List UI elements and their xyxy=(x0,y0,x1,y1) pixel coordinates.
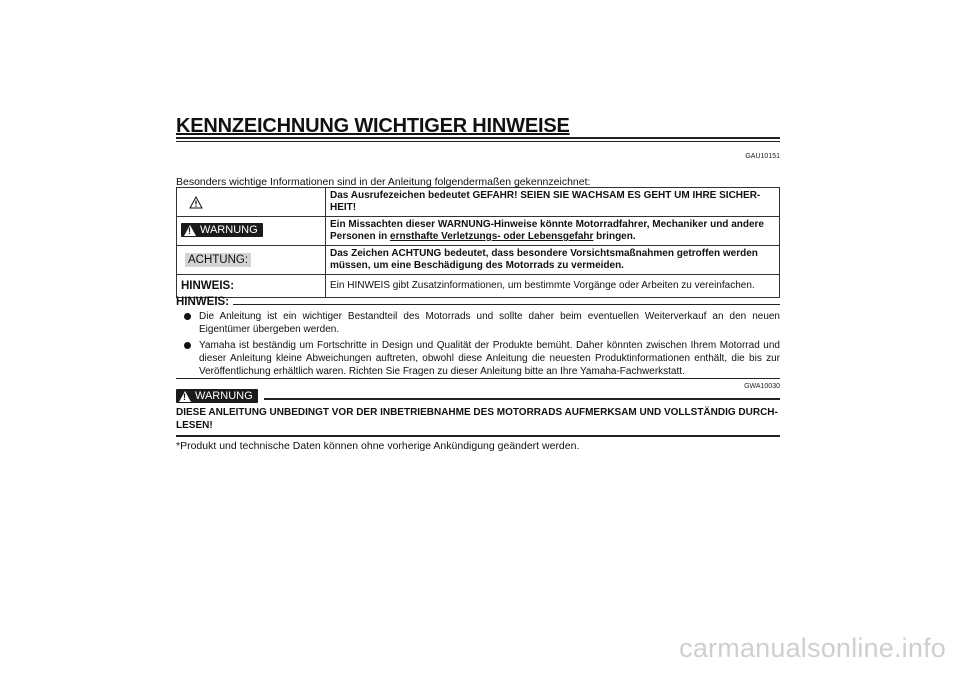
section-divider xyxy=(176,378,780,379)
legend-row-hinweis xyxy=(177,275,780,298)
warning-text: DIESE ANLEITUNG UNBEDINGT VOR DER INBETRIEBNAHME DES MOTORRADS AUFMERKSAM UND VOLLSTÄNDIG DURCH-LESEN! xyxy=(176,407,778,431)
list-item xyxy=(176,339,780,378)
legend-text-danger xyxy=(326,188,780,217)
legend-symbol-cell xyxy=(177,188,326,217)
legend-danger-line1: Das Ausrufezeichen bedeutet GEFAHR! SEIEN SIE WACHSAM ES GEHT UM IHRE SICHER- xyxy=(330,190,761,201)
legend-symbol-cell xyxy=(177,246,326,275)
warning-code: GWA10030 xyxy=(744,383,780,390)
legend-warnung-line2-pre: Personen in xyxy=(330,231,391,242)
warning-triangle-icon xyxy=(179,391,191,402)
bullet-icon xyxy=(184,313,191,320)
hinweis-heading-rule xyxy=(233,304,780,305)
legend-achtung-line2: müssen, um eine Beschädigung des Motorrads zu vermeiden. xyxy=(330,260,624,271)
legend-warnung-line2-post: bringen. xyxy=(593,231,636,242)
watermark-text: carmanualsonline.info xyxy=(679,633,946,663)
warning-heading-rule xyxy=(264,392,780,400)
title-rule xyxy=(176,137,780,142)
hinweis-badge: HINWEIS: xyxy=(181,280,235,292)
legend-text-warnung xyxy=(326,217,780,246)
legend-danger-line2: HEIT! xyxy=(330,202,357,213)
footnote: *Produkt und technische Daten können ohne vorherige Ankündigung geändert werden. xyxy=(176,440,580,452)
exclamation-triangle-icon xyxy=(189,196,203,209)
bullet-text: Die Anleitung ist ein wichtiger Bestandteil des Motorrads und sollte daher beim eventuellen Weiterverkauf an den neuen Eigentümer übergeben werden. xyxy=(199,311,780,335)
warning-heading xyxy=(176,389,780,403)
legend-symbol-cell xyxy=(177,275,326,298)
section-code: GAU10151 xyxy=(745,153,780,160)
bullet-text: Yamaha ist beständig um Fortschritte in Design und Qualität der Produkte bemüht. Daher könnten zwischen Ihrem Motorrad und dieser Anleitung kleine Abweichungen auftreten, obwohl diese Anleitung die neuesten Produktinformationen enthält, die bis zur Veröffentlichung erhältlich waren. Richten Sie Fragen zu dieser Anleitung bitte an Ihre Yamaha-Fachwerkstatt. xyxy=(199,340,780,377)
legend-achtung-line1: Das Zeichen ACHTUNG bedeutet, dass besondere Vorsichtsmaßnahmen getroffen werden xyxy=(330,248,758,259)
warnung-badge xyxy=(176,389,258,403)
page-title: KENNZEICHNUNG WICHTIGER HINWEISE xyxy=(176,115,570,137)
warning-end-rule xyxy=(176,435,780,437)
hinweis-bullet-list xyxy=(176,310,780,381)
achtung-badge: ACHTUNG: xyxy=(185,253,251,267)
legend-symbol-cell xyxy=(177,217,326,246)
legend-warnung-line1: Ein Missachten dieser WARNUNG-Hinweise könnte Motorradfahrer, Mechaniker und andere xyxy=(330,219,764,230)
warnung-badge-label: WARNUNG xyxy=(195,390,253,402)
warning-triangle-icon xyxy=(184,225,196,236)
legend-warnung-line2-underlined: ernsthafte Verletzungs- oder Lebensgefahr xyxy=(390,231,594,242)
legend-row-warnung xyxy=(177,217,780,246)
legend-text-hinweis: Ein HINWEIS gibt Zusatzinformationen, um bestimmte Vorgänge oder Arbeiten zu vereinfachen. xyxy=(326,275,780,298)
hinweis-heading-label: HINWEIS: xyxy=(176,296,230,308)
legend-row-danger xyxy=(177,188,780,217)
legend-table xyxy=(176,187,780,298)
intro-text: Besonders wichtige Informationen sind in der Anleitung folgendermaßen gekennzeichnet: xyxy=(176,176,591,188)
list-item xyxy=(176,310,780,336)
hinweis-heading xyxy=(176,296,780,308)
legend-text-achtung xyxy=(326,246,780,275)
warnung-badge xyxy=(181,223,263,237)
bullet-icon xyxy=(184,342,191,349)
legend-row-achtung xyxy=(177,246,780,275)
warnung-badge-label: WARNUNG xyxy=(200,224,258,237)
